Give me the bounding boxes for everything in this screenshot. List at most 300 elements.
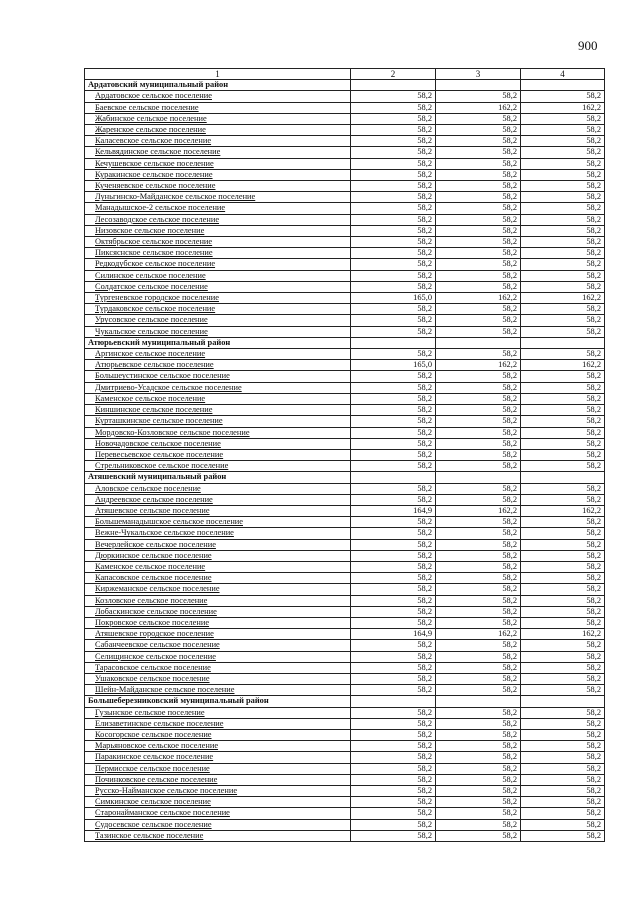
table-row <box>85 125 605 136</box>
district-row <box>85 696 605 707</box>
value-col-3: 58,2 <box>436 158 521 169</box>
value-col-2: 58,2 <box>351 741 436 752</box>
table-row <box>85 427 605 438</box>
row-name: Солдатское сельское поселение <box>85 281 351 292</box>
table-row <box>85 371 605 382</box>
row-name: Тазинское сельское поселение <box>85 830 351 841</box>
value-col-3: 162,2 <box>436 293 521 304</box>
value-col-2: 58,2 <box>351 349 436 360</box>
row-name: Кечушевское сельское поселение <box>85 158 351 169</box>
value-col-2: 58,2 <box>351 786 436 797</box>
table-row <box>85 405 605 416</box>
value-col-2: 58,2 <box>351 147 436 158</box>
value-col-2: 58,2 <box>351 315 436 326</box>
row-name: Урусовское сельское поселение <box>85 315 351 326</box>
page-number: 900 <box>578 38 598 53</box>
table-row <box>85 640 605 651</box>
value-col-2: 58,2 <box>351 281 436 292</box>
value-col-4: 58,2 <box>521 304 605 315</box>
row-name: Починковское сельское поселение <box>85 774 351 785</box>
value-col-2: 58,2 <box>351 225 436 236</box>
row-name: Пермисское сельское поселение <box>85 763 351 774</box>
table-header <box>85 69 605 80</box>
value-col-2: 58,2 <box>351 595 436 606</box>
table-row <box>85 169 605 180</box>
table-row <box>85 192 605 203</box>
value-col-3: 58,2 <box>436 461 521 472</box>
row-name: Стрельниковское сельское поселение <box>85 461 351 472</box>
row-name: Перевесьевское сельское поселение <box>85 449 351 460</box>
row-name: Паракинское сельское поселение <box>85 752 351 763</box>
value-col-3 <box>436 337 521 348</box>
table-row <box>85 673 605 684</box>
value-col-4: 58,2 <box>521 181 605 192</box>
table-row <box>85 685 605 696</box>
value-col-2: 58,2 <box>351 640 436 651</box>
table-row <box>85 315 605 326</box>
value-col-3: 58,2 <box>436 192 521 203</box>
value-col-2: 58,2 <box>351 539 436 550</box>
row-name: Баевское сельское поселение <box>85 102 351 113</box>
value-col-2: 58,2 <box>351 158 436 169</box>
header-col-4: 4 <box>521 69 605 80</box>
value-col-4: 58,2 <box>521 685 605 696</box>
value-col-3: 162,2 <box>436 505 521 516</box>
table-row <box>85 606 605 617</box>
value-col-4: 58,2 <box>521 405 605 416</box>
table-row <box>85 393 605 404</box>
value-col-3: 58,2 <box>436 214 521 225</box>
row-name: Елизаветинское сельское поселение <box>85 718 351 729</box>
value-col-4: 162,2 <box>521 360 605 371</box>
value-col-2: 58,2 <box>351 819 436 830</box>
table-row <box>85 539 605 550</box>
value-col-3: 58,2 <box>436 651 521 662</box>
table-row <box>85 494 605 505</box>
value-col-2: 164,9 <box>351 629 436 640</box>
value-col-4: 58,2 <box>521 673 605 684</box>
row-name: Чукальское сельское поселение <box>85 326 351 337</box>
value-col-4: 58,2 <box>521 483 605 494</box>
table-row <box>85 830 605 841</box>
table-row <box>85 158 605 169</box>
value-col-4: 58,2 <box>521 763 605 774</box>
value-col-4: 58,2 <box>521 539 605 550</box>
row-name: Мордовско-Козловское сельское поселение <box>85 427 351 438</box>
value-col-4: 58,2 <box>521 270 605 281</box>
value-col-4: 58,2 <box>521 786 605 797</box>
value-col-4: 58,2 <box>521 729 605 740</box>
value-col-2: 58,2 <box>351 214 436 225</box>
value-col-4: 58,2 <box>521 169 605 180</box>
value-col-2: 58,2 <box>351 449 436 460</box>
value-col-4: 58,2 <box>521 449 605 460</box>
table-row <box>85 718 605 729</box>
value-col-4: 58,2 <box>521 752 605 763</box>
table-row <box>85 438 605 449</box>
value-col-3: 58,2 <box>436 416 521 427</box>
value-col-3: 58,2 <box>436 147 521 158</box>
value-col-3: 58,2 <box>436 449 521 460</box>
value-col-2: 58,2 <box>351 192 436 203</box>
row-name: Редкодубское сельское поселение <box>85 259 351 270</box>
value-col-3: 58,2 <box>436 573 521 584</box>
value-col-4: 58,2 <box>521 203 605 214</box>
table-row <box>85 203 605 214</box>
value-col-2: 58,2 <box>351 270 436 281</box>
table-row <box>85 774 605 785</box>
value-col-4: 58,2 <box>521 371 605 382</box>
table-row <box>85 349 605 360</box>
value-col-3: 58,2 <box>436 270 521 281</box>
row-name: Сабанчеевское сельское поселение <box>85 640 351 651</box>
value-col-3: 58,2 <box>436 91 521 102</box>
value-col-3: 58,2 <box>436 550 521 561</box>
value-col-4: 58,2 <box>521 113 605 124</box>
row-name: Лобаскинское сельское поселение <box>85 606 351 617</box>
value-col-3: 162,2 <box>436 360 521 371</box>
table-body <box>85 80 605 842</box>
value-col-4: 58,2 <box>521 797 605 808</box>
value-col-4: 58,2 <box>521 158 605 169</box>
table-row <box>85 595 605 606</box>
value-col-2: 58,2 <box>351 371 436 382</box>
value-col-4: 58,2 <box>521 662 605 673</box>
value-col-4: 58,2 <box>521 91 605 102</box>
value-col-4 <box>521 80 605 91</box>
row-name: Каменское сельское поселение <box>85 393 351 404</box>
table-row <box>85 102 605 113</box>
value-col-2: 58,2 <box>351 113 436 124</box>
value-col-2: 58,2 <box>351 651 436 662</box>
value-col-2: 58,2 <box>351 461 436 472</box>
value-col-2: 58,2 <box>351 573 436 584</box>
value-col-3: 58,2 <box>436 830 521 841</box>
value-col-2: 58,2 <box>351 326 436 337</box>
value-col-2: 58,2 <box>351 304 436 315</box>
row-name: Судосевское сельское поселение <box>85 819 351 830</box>
value-col-2: 58,2 <box>351 763 436 774</box>
value-col-2: 58,2 <box>351 517 436 528</box>
row-name: Тургеневское городское поселение <box>85 293 351 304</box>
table-row <box>85 819 605 830</box>
value-col-3: 58,2 <box>436 539 521 550</box>
row-name: Капасовское сельское поселение <box>85 573 351 584</box>
value-col-4: 58,2 <box>521 427 605 438</box>
value-col-4: 58,2 <box>521 281 605 292</box>
row-name: Куракинское сельское поселение <box>85 169 351 180</box>
row-name: Селищинское сельское поселение <box>85 651 351 662</box>
row-name: Кельвядинское сельское поселение <box>85 147 351 158</box>
row-name: Атюрьевский муниципальный район <box>85 337 351 348</box>
value-col-2: 58,2 <box>351 685 436 696</box>
row-name: Атяшевский муниципальный район <box>85 472 351 483</box>
table-row <box>85 461 605 472</box>
row-name: Каменское сельское поселение <box>85 561 351 572</box>
value-col-2: 58,2 <box>351 248 436 259</box>
value-col-4: 58,2 <box>521 830 605 841</box>
value-col-4: 58,2 <box>521 237 605 248</box>
value-col-4: 58,2 <box>521 416 605 427</box>
table-row <box>85 763 605 774</box>
row-name: Пиксяснское сельское поселение <box>85 248 351 259</box>
value-col-2: 165,0 <box>351 293 436 304</box>
value-col-3: 58,2 <box>436 315 521 326</box>
row-name: Дмитриево-Усадское сельское поселение <box>85 382 351 393</box>
row-name: Атяшевское сельское поселение <box>85 505 351 516</box>
value-col-2: 58,2 <box>351 427 436 438</box>
row-name: Большеберезниковский муниципальный район <box>85 696 351 707</box>
value-col-2: 58,2 <box>351 584 436 595</box>
value-col-3: 58,2 <box>436 438 521 449</box>
value-col-2: 58,2 <box>351 617 436 628</box>
row-name: Аргинское сельское поселение <box>85 349 351 360</box>
value-col-4: 58,2 <box>521 136 605 147</box>
value-col-4: 58,2 <box>521 315 605 326</box>
row-name: Киншинское сельское поселение <box>85 405 351 416</box>
value-col-3: 58,2 <box>436 393 521 404</box>
value-col-4: 58,2 <box>521 494 605 505</box>
value-col-4: 58,2 <box>521 517 605 528</box>
value-col-2: 58,2 <box>351 752 436 763</box>
row-name: Новочадовское сельское поселение <box>85 438 351 449</box>
value-col-4: 58,2 <box>521 707 605 718</box>
value-col-3: 58,2 <box>436 304 521 315</box>
table-row <box>85 136 605 147</box>
row-name: Атюрьевское сельское поселение <box>85 360 351 371</box>
row-name: Атяшевское городское поселение <box>85 629 351 640</box>
value-col-3: 58,2 <box>436 752 521 763</box>
row-name: Лесозаводское сельское поселение <box>85 214 351 225</box>
table-row <box>85 483 605 494</box>
value-col-2: 58,2 <box>351 662 436 673</box>
value-col-2: 58,2 <box>351 438 436 449</box>
value-col-2: 58,2 <box>351 528 436 539</box>
row-name: Ардатовский муниципальный район <box>85 80 351 91</box>
table-row <box>85 259 605 270</box>
value-col-3: 58,2 <box>436 483 521 494</box>
table-row <box>85 629 605 640</box>
value-col-3: 58,2 <box>436 640 521 651</box>
value-col-4: 58,2 <box>521 808 605 819</box>
table-row <box>85 416 605 427</box>
row-name: Жаренское сельское поселение <box>85 125 351 136</box>
value-col-4: 58,2 <box>521 584 605 595</box>
district-row <box>85 337 605 348</box>
value-col-2 <box>351 80 436 91</box>
value-col-4: 162,2 <box>521 102 605 113</box>
value-col-4: 58,2 <box>521 461 605 472</box>
value-col-4: 162,2 <box>521 293 605 304</box>
value-col-3: 58,2 <box>436 808 521 819</box>
row-name: Марьяновское сельское поселение <box>85 741 351 752</box>
table-row <box>85 360 605 371</box>
value-col-2: 58,2 <box>351 830 436 841</box>
value-col-3: 58,2 <box>436 113 521 124</box>
row-name: Дюркинское сельское поселение <box>85 550 351 561</box>
table-row <box>85 651 605 662</box>
value-col-2: 58,2 <box>351 237 436 248</box>
value-col-2: 58,2 <box>351 136 436 147</box>
row-name: Гузынское сельское поселение <box>85 707 351 718</box>
table-row <box>85 662 605 673</box>
value-col-4: 58,2 <box>521 617 605 628</box>
table-row <box>85 752 605 763</box>
header-col-1: 1 <box>85 69 351 80</box>
value-col-3: 58,2 <box>436 561 521 572</box>
value-col-3: 58,2 <box>436 136 521 147</box>
value-col-3: 58,2 <box>436 427 521 438</box>
value-col-4: 58,2 <box>521 349 605 360</box>
table-row <box>85 741 605 752</box>
value-col-4 <box>521 696 605 707</box>
value-col-3: 58,2 <box>436 494 521 505</box>
row-name: Ушаковское сельское поселение <box>85 673 351 684</box>
value-col-3: 58,2 <box>436 729 521 740</box>
value-col-2: 58,2 <box>351 203 436 214</box>
value-col-2: 58,2 <box>351 797 436 808</box>
table-row <box>85 326 605 337</box>
value-col-3: 58,2 <box>436 685 521 696</box>
value-col-4: 58,2 <box>521 393 605 404</box>
value-col-3: 58,2 <box>436 371 521 382</box>
row-name: Большеманадышское сельское поселение <box>85 517 351 528</box>
value-col-2: 58,2 <box>351 102 436 113</box>
row-name: Курташкинское сельское поселение <box>85 416 351 427</box>
value-col-4: 58,2 <box>521 147 605 158</box>
table-row <box>85 113 605 124</box>
district-row <box>85 80 605 91</box>
value-col-4: 58,2 <box>521 382 605 393</box>
row-name: Шейн-Майданское сельское поселение <box>85 685 351 696</box>
value-col-2: 58,2 <box>351 382 436 393</box>
value-col-2: 58,2 <box>351 91 436 102</box>
value-col-3: 58,2 <box>436 382 521 393</box>
table-row <box>85 449 605 460</box>
row-name: Козловское сельское поселение <box>85 595 351 606</box>
allocation-table <box>84 68 605 842</box>
value-col-3: 162,2 <box>436 102 521 113</box>
value-col-3 <box>436 80 521 91</box>
value-col-2: 58,2 <box>351 393 436 404</box>
value-col-2: 58,2 <box>351 483 436 494</box>
table-row <box>85 181 605 192</box>
table-row <box>85 617 605 628</box>
value-col-4 <box>521 337 605 348</box>
value-col-4: 58,2 <box>521 550 605 561</box>
table-row <box>85 550 605 561</box>
value-col-3: 58,2 <box>436 707 521 718</box>
row-name: Вежне-Чукальское сельское поселение <box>85 528 351 539</box>
value-col-2: 58,2 <box>351 707 436 718</box>
table-row <box>85 707 605 718</box>
value-col-3: 58,2 <box>436 617 521 628</box>
value-col-4: 162,2 <box>521 505 605 516</box>
value-col-4: 58,2 <box>521 528 605 539</box>
row-name: Луньгинско-Майданское сельское поселение <box>85 192 351 203</box>
table-row <box>85 281 605 292</box>
row-name: Силинское сельское поселение <box>85 270 351 281</box>
value-col-4: 58,2 <box>521 595 605 606</box>
table-row <box>85 573 605 584</box>
table-row <box>85 561 605 572</box>
row-name: Каласевское сельское поселение <box>85 136 351 147</box>
value-col-2: 165,0 <box>351 360 436 371</box>
value-col-2: 58,2 <box>351 673 436 684</box>
value-col-2: 58,2 <box>351 405 436 416</box>
row-name: Манадышское-2 сельское поселение <box>85 203 351 214</box>
value-col-2: 58,2 <box>351 259 436 270</box>
value-col-4: 58,2 <box>521 573 605 584</box>
value-col-2: 58,2 <box>351 718 436 729</box>
value-col-4 <box>521 472 605 483</box>
table-row <box>85 225 605 236</box>
value-col-3: 58,2 <box>436 763 521 774</box>
value-col-2: 164,9 <box>351 505 436 516</box>
table-row <box>85 147 605 158</box>
value-col-3: 58,2 <box>436 786 521 797</box>
table-row <box>85 270 605 281</box>
value-col-3: 58,2 <box>436 169 521 180</box>
value-col-4: 58,2 <box>521 259 605 270</box>
value-col-2: 58,2 <box>351 808 436 819</box>
row-name: Октябрьское сельское поселение <box>85 237 351 248</box>
row-name: Аловское сельское поселение <box>85 483 351 494</box>
header-col-2: 2 <box>351 69 436 80</box>
value-col-2 <box>351 472 436 483</box>
value-col-2 <box>351 337 436 348</box>
value-col-3: 58,2 <box>436 797 521 808</box>
value-col-3: 58,2 <box>436 741 521 752</box>
value-col-3: 58,2 <box>436 819 521 830</box>
value-col-2: 58,2 <box>351 561 436 572</box>
value-col-3: 58,2 <box>436 125 521 136</box>
value-col-2: 58,2 <box>351 774 436 785</box>
value-col-2: 58,2 <box>351 494 436 505</box>
value-col-4: 162,2 <box>521 629 605 640</box>
value-col-3: 58,2 <box>436 248 521 259</box>
table-row <box>85 729 605 740</box>
value-col-4: 58,2 <box>521 125 605 136</box>
value-col-3: 58,2 <box>436 584 521 595</box>
value-col-3 <box>436 472 521 483</box>
value-col-3: 58,2 <box>436 326 521 337</box>
value-col-4: 58,2 <box>521 561 605 572</box>
table-row <box>85 505 605 516</box>
value-col-4: 58,2 <box>521 438 605 449</box>
row-name: Покровское сельское поселение <box>85 617 351 628</box>
value-col-4: 58,2 <box>521 248 605 259</box>
value-col-3: 58,2 <box>436 606 521 617</box>
value-col-2: 58,2 <box>351 416 436 427</box>
table-row <box>85 808 605 819</box>
value-col-3: 58,2 <box>436 181 521 192</box>
header-col-3: 3 <box>436 69 521 80</box>
row-name: Низовское сельское поселение <box>85 225 351 236</box>
value-col-4: 58,2 <box>521 326 605 337</box>
value-col-3: 58,2 <box>436 349 521 360</box>
row-name: Киржеманское сельское поселение <box>85 584 351 595</box>
value-col-4: 58,2 <box>521 651 605 662</box>
row-name: Большеустинское сельское поселение <box>85 371 351 382</box>
district-row <box>85 472 605 483</box>
value-col-4: 58,2 <box>521 640 605 651</box>
value-col-4: 58,2 <box>521 192 605 203</box>
value-col-2: 58,2 <box>351 125 436 136</box>
value-col-3: 58,2 <box>436 203 521 214</box>
value-col-3: 58,2 <box>436 528 521 539</box>
table-row <box>85 237 605 248</box>
